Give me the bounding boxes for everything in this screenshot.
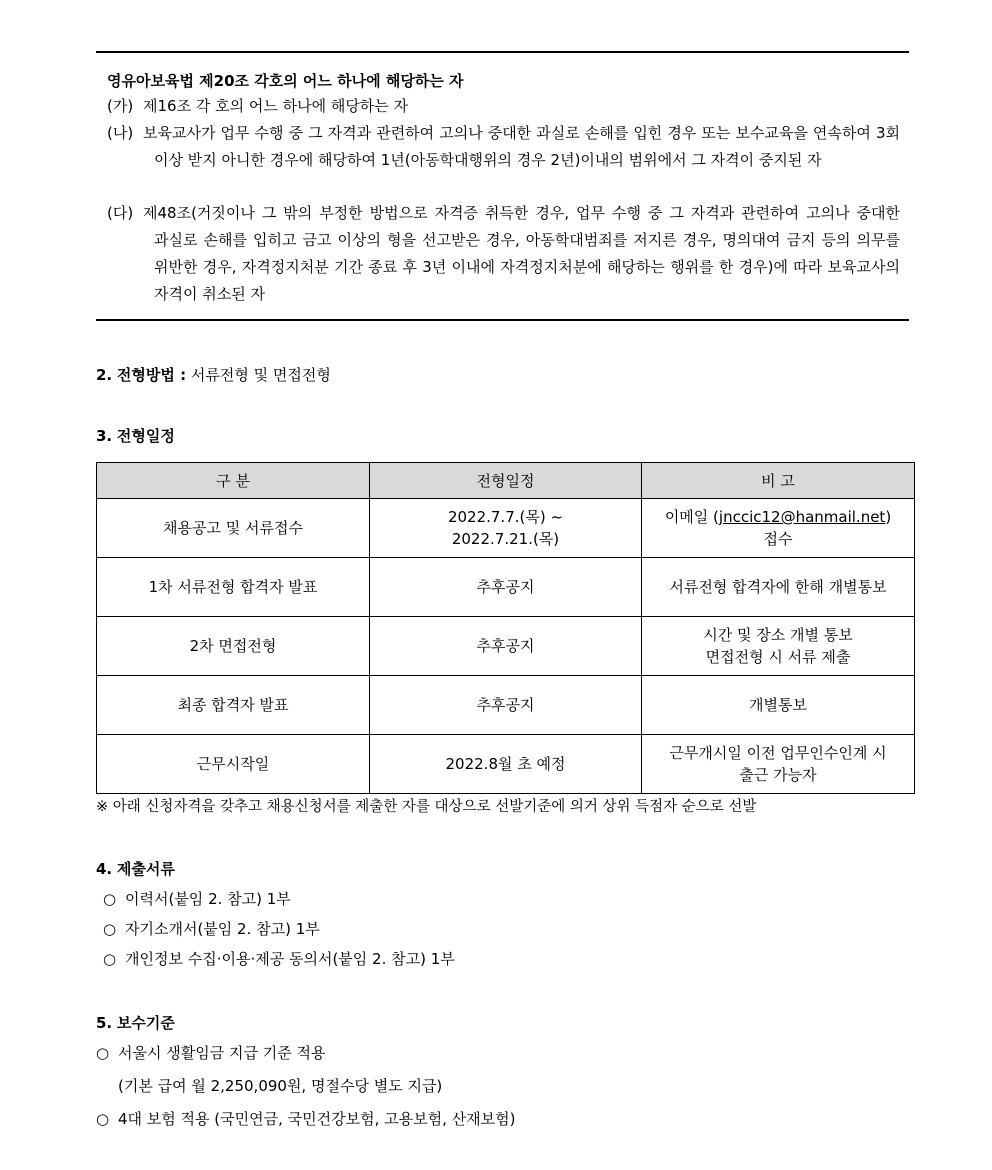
item-marker: (가) — [107, 97, 134, 115]
disqualification-title: 영유아보육법 제20조 각호의 어느 하나에 해당하는 자 — [107, 72, 464, 90]
row-category: 근무시작일 — [97, 735, 370, 794]
section-title: 전형방법 : — [116, 366, 187, 384]
circle-bullet-icon: ○ — [103, 950, 117, 968]
row-note — [642, 617, 915, 676]
note-line: 근무개시일 이전 업무인수인계 시 — [669, 744, 887, 762]
note-line: 접수 — [763, 530, 793, 548]
schedule-line: 2022.7.21.(목) — [451, 530, 560, 548]
item-text: 보육교사가 업무 수행 중 그 자격과 관련하여 고의나 중대한 과실로 손해를 입힌 경우 또는 보수교육을 연속하여 3회 이상 받지 아니한 경우에 해당하여 1년(아동학대행위의 경우 2년)이내의 범위에서 그 자격이 중지된 자 — [143, 124, 900, 169]
circle-bullet-icon: ○ — [103, 890, 117, 908]
bottom-rule — [96, 319, 909, 321]
table-row — [97, 617, 915, 676]
header-schedule: 전형일정 — [370, 463, 642, 499]
schedule-line: 2022.7.7.(목) ~ — [447, 508, 564, 526]
insurance-item — [96, 1108, 515, 1129]
header-note: 비 고 — [642, 463, 915, 499]
disqualification-item-ga — [107, 93, 900, 120]
section-value: 서류전형 및 면접전형 — [190, 366, 331, 384]
section-4-heading — [96, 858, 175, 879]
circle-bullet-icon: ○ — [96, 1110, 110, 1128]
section-title: 전형일정 — [116, 427, 175, 445]
row-category: 1차 서류전형 합격자 발표 — [97, 558, 370, 617]
row-note: 서류전형 합격자에 한해 개별통보 — [642, 558, 915, 617]
note-line: 면접전형 시 서류 제출 — [705, 648, 851, 666]
document-item — [103, 888, 291, 909]
row-category: 2차 면접전형 — [97, 617, 370, 676]
row-note — [642, 735, 915, 794]
document-item — [103, 948, 455, 969]
section-number: 3. — [96, 427, 113, 445]
item-marker: (나) — [107, 124, 134, 142]
section-title: 보수기준 — [116, 1014, 175, 1032]
row-category: 채용공고 및 서류접수 — [97, 499, 370, 558]
circle-bullet-icon: ○ — [96, 1044, 110, 1062]
document-item-text: 자기소개서(붙임 2. 참고) 1부 — [125, 920, 320, 938]
row-schedule: 추후공지 — [370, 558, 642, 617]
note-line: 출근 가능자 — [739, 766, 817, 784]
row-note — [642, 499, 915, 558]
header-category: 구 분 — [97, 463, 370, 499]
salary-item — [96, 1042, 325, 1063]
table-header-row — [97, 463, 915, 499]
section-5-heading — [96, 1012, 175, 1033]
table-row — [97, 676, 915, 735]
table-row — [97, 735, 915, 794]
section-3-heading — [96, 425, 175, 446]
top-rule — [96, 51, 909, 53]
email-link[interactable]: jnccic12@hanmail.net — [718, 508, 886, 526]
table-row — [97, 558, 915, 617]
schedule-table — [96, 462, 915, 794]
section-2-heading — [96, 364, 331, 385]
row-schedule: 추후공지 — [370, 676, 642, 735]
section-number: 2. — [96, 366, 113, 384]
section-number: 4. — [96, 860, 113, 878]
document-item-text: 이력서(붙임 2. 참고) 1부 — [125, 890, 291, 908]
section-number: 5. — [96, 1014, 113, 1032]
item-text: 제48조(거짓이나 그 밖의 부정한 방법으로 자격증 취득한 경우, 업무 수행 중 그 자격과 관련하여 고의나 중대한 과실로 손해를 입히고 금고 이상의 형을 선고받은 경우, 아동학대범죄를 저지른 경우, 명의대여 금지 등의 의무를 위반한 경우, 자격정지처분 기간 종료 후 3년 이내에 자격정지처분에 해당하는 행위를 한 경우)에 따라 보육교사의 자격이 취소된 자 — [143, 204, 900, 303]
section-title: 제출서류 — [116, 860, 175, 878]
insurance-item-text: 4대 보험 적용 (국민연금, 국민건강보험, 고용보험, 산재보험) — [118, 1110, 516, 1128]
note-suffix: ) — [885, 508, 892, 526]
disqualification-item-na — [107, 120, 900, 174]
row-schedule: 2022.8월 초 예정 — [370, 735, 642, 794]
row-schedule: 추후공지 — [370, 617, 642, 676]
row-schedule — [370, 499, 642, 558]
note-line: 시간 및 장소 개별 통보 — [703, 626, 853, 644]
document-item-text: 개인정보 수집·이용·제공 동의서(붙임 2. 참고) 1부 — [125, 950, 455, 968]
salary-item-text: 서울시 생활임금 지급 기준 적용 — [118, 1044, 326, 1062]
disqualification-item-da — [107, 200, 900, 308]
item-marker: (다) — [107, 204, 134, 222]
document-item — [103, 918, 320, 939]
circle-bullet-icon: ○ — [103, 920, 117, 938]
item-text: 제16조 각 호의 어느 하나에 해당하는 자 — [143, 97, 409, 115]
row-category: 최종 합격자 발표 — [97, 676, 370, 735]
salary-item-detail: (기본 급여 월 2,250,090원, 명절수당 별도 지급) — [118, 1077, 443, 1095]
row-note: 개별통보 — [642, 676, 915, 735]
note-prefix: 이메일 ( — [664, 508, 719, 526]
table-row — [97, 499, 915, 558]
table-footnote: ※ 아래 신청자격을 갖추고 채용신청서를 제출한 자를 대상으로 선발기준에 의거 상위 득점자 순으로 선발 — [96, 799, 757, 815]
note-line — [650, 506, 906, 528]
